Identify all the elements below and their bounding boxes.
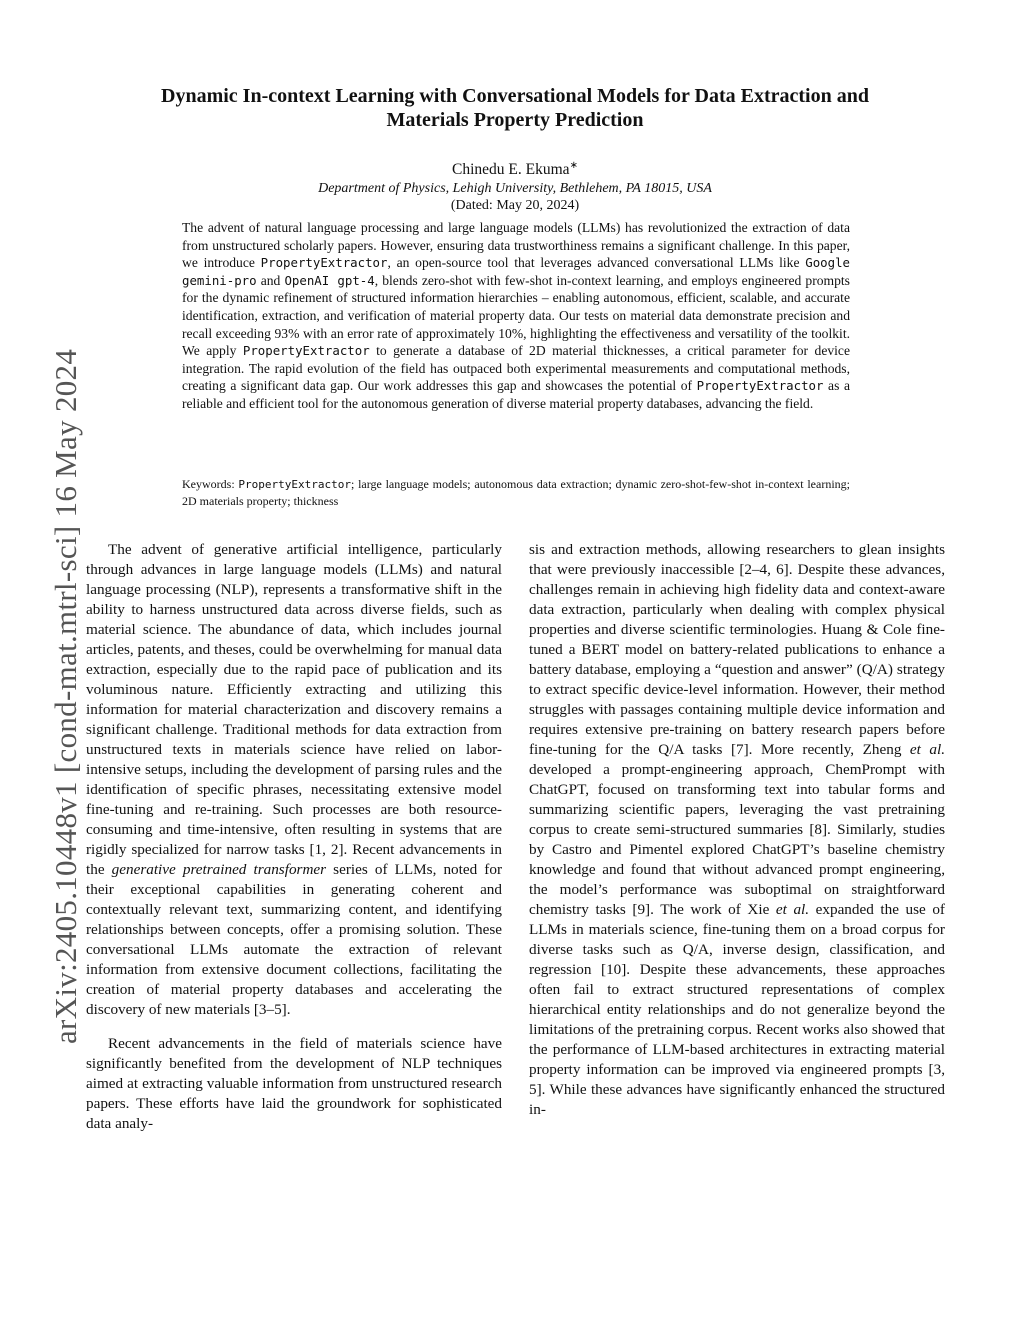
body-p1-emphasis: generative pretrained transformer — [111, 861, 327, 878]
author-footnote-mark: ∗ — [569, 160, 578, 171]
abstract-model-gemini: Google gemini-pro — [182, 255, 851, 288]
abstract-text-2: , an open-source tool that leverages advanced conversational LLMs like — [387, 255, 806, 271]
keywords-tool-name: PropertyExtractor — [238, 478, 351, 491]
abstract-tool-name-1: PropertyExtractor — [260, 255, 388, 271]
paper-title — [90, 84, 940, 132]
abstract-text-5: to generate a database of 2D material thicknesses, a critical parameter for device integration. The rapid evolution of the field has outpaced both experimental measurements and computational methods, creating a significant data gap. Our work addresses this gap and showcases the potential of — [182, 343, 850, 394]
abstract-tool-name-2: PropertyExtractor — [242, 343, 370, 359]
keywords-list: ; large language models; autonomous data extraction; dynamic zero-shot-few-shot in-context learning; 2D materials property; thickness — [182, 477, 850, 508]
affiliation: Department of Physics, Lehigh University, Bethlehem, PA 18015, USA — [318, 181, 712, 197]
body-p1-text-b: series of LLMs, noted for their exceptional capabilities in generating coherent and contextually relevant text, summarizing content, and identifying relationships between concepts, offer a promising solution. These conversational LLMs automate the extraction of relevant information from extensive document collections, facilitating the creation of material property databases and accelerating the discovery of new materials [3–5]. — [86, 861, 503, 1018]
abstract-tool-name-3: PropertyExtractor — [696, 378, 824, 394]
paper-header — [90, 84, 940, 214]
body-paragraph-2-continued — [529, 540, 945, 1120]
body-right-text-a: sis and extraction methods, allowing researchers to glean insights that were previously inaccessible [2–4, 6]. Despite these advances, challenges remain in achieving high fidelity data and context-aware data extraction, particularly when dealing with complex physical properties and diverse scientific terminologies. Huang & Cole fine-tuned a BERT model on battery-related publications to enhance a battery database, employing a “question and answer” (Q/A) strategy to extract specific device-level information. However, their method struggles with passages containing multiple device information and requires extensive pre-training on battery research papers before fine-tuning for the Q/A tasks [7]. More recently, Zheng — [529, 541, 945, 758]
abstract-text-3: and — [256, 272, 285, 288]
body-right-emphasis-1: et al. — [909, 741, 945, 758]
arxiv-side-stamp — [0, 0, 83, 1325]
dated-line: (Dated: May 20, 2024) — [450, 198, 580, 214]
body-right-text-b: developed a prompt-engineering approach, ChemPrompt with ChatGPT, focused on transforming text into tabular forms and summarizing scientific papers, leveraging the vast pretraining corpus to create semi-structured summaries [8]. Similarly, studies by Castro and Pimentel explored ChatGPT’s baseline chemistry knowledge and found that without advanced prompt engineering, the model’s performance was suboptimal on straightforward chemistry tasks [9]. The work of Xie — [529, 761, 945, 918]
abstract-text-6: as a reliable and efficient tool for the autonomous generation of diverse material property databases, advancing the field. — [182, 378, 851, 411]
keywords — [182, 476, 850, 509]
body-right-text-c: expanded the use of LLMs in materials science, fine-tuning them on a broad corpus for diverse tasks such as Q/A, inverse design, classification, and regression [10]. Despite these advancements, these approaches often fail to extract structured representations of complex hierarchical entity relationships and do not generalize beyond the limitations of the pretraining corpus. Recent works also showed that the performance of LLM-based architectures in extracting material property information can be improved via engineered prompts [3, 5]. While these advances have significantly enhanced the structured in- — [529, 901, 945, 1118]
body-paragraph-2: Recent advancements in the field of materials science have significantly benefited from the development of NLP techniques aimed at extracting valuable information from unstructured research papers. These efforts have laid the groundwork for sophisticated data analy- — [86, 1035, 502, 1132]
author-name: Chinedu E. Ekuma — [452, 161, 570, 179]
body-paragraph-1 — [86, 540, 502, 1020]
abstract-text-1: The advent of natural language processing and large language models (LLMs) has revolutionized the extraction of data from unstructured scholarly papers. However, ensuring data trustworthiness remains a significant challenge. In this paper, we introduce — [182, 220, 850, 271]
title-line-1: Dynamic In-context Learning with Conversational Models for Data Extraction and — [161, 85, 869, 107]
author — [90, 160, 940, 179]
abstract-model-gpt4: OpenAI gpt-4 — [284, 272, 375, 288]
title-line-2: Materials Property Prediction — [386, 109, 644, 131]
body-p1-text-a: The advent of generative artificial intelligence, particularly through advances in large language models (LLMs) and natural language processing (NLP), represents a transformative shift in the ability to harness unstructured data across diverse fields, such as material science. The abundance of data, which includes journal articles, patents, and theses, could be overwhelming for manual data extraction, especially due to the rapid pace of publication and its voluminous nature. Efficiently extracting and utilizing this information for material characterization and discovery remains a significant challenge. Traditional methods for data extraction from unstructured texts in materials science have relied on labor-intensive setups, including the development of parsing rules and the identification of specific phrases, necessitating extensive model fine-tuning and re-training. Such processes are both resource-consuming and time-intensive, often resulting in systems that are rigidly specialized for narrow tasks [1, 2]. Recent advancements in the — [86, 541, 502, 878]
abstract — [182, 219, 850, 413]
body-column-left — [86, 540, 502, 1134]
keywords-label: Keywords: — [182, 477, 239, 491]
arxiv-identifier: arXiv:2405.10448v1 [cond-mat.mtrl-sci] 16 May 2024 — [48, 348, 83, 1044]
body-right-emphasis-2: et al. — [775, 901, 810, 918]
body-column-right — [529, 540, 945, 1120]
abstract-text-4: , blends zero-shot with few-shot in-context learning, and employs engineered prompts for the dynamic refinement of structured information hierarchies – enabling autonomous, efficient, scalable, and accurate identification, extraction, and verification of material property data. Our tests on material data demonstrate precision and recall exceeding 93% with an error rate of approximately 10%, highlighting the effectiveness and versatility of the toolkit. We apply — [182, 272, 850, 359]
